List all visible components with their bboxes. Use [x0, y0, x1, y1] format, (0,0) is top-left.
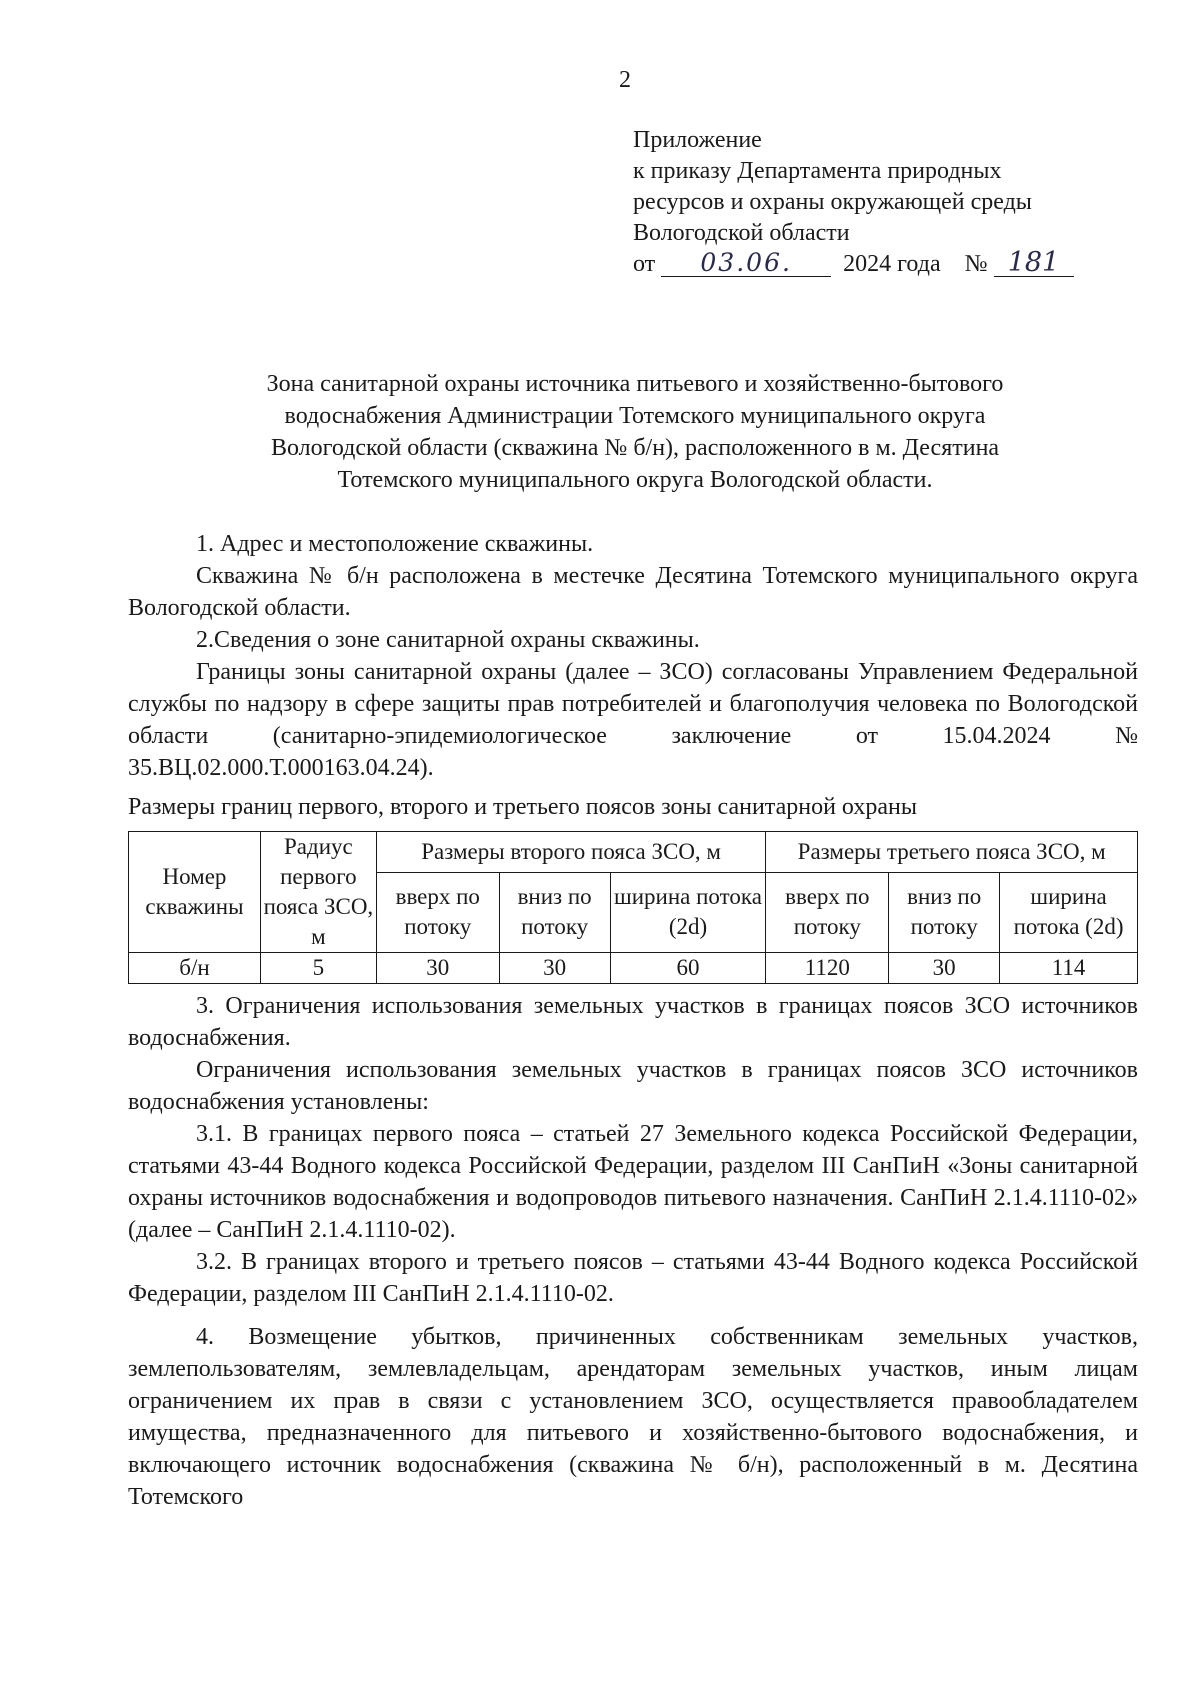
zone-dimensions-table [128, 831, 1138, 984]
cell-second-up: 30 [376, 953, 499, 984]
page-number: 2 [619, 67, 631, 93]
header-third-width: ширина потока (2d) [1000, 872, 1138, 952]
appendix-line: к приказу Департамента природных [633, 158, 1002, 184]
appendix-line: Приложение [633, 127, 762, 153]
section-2-text: Границы зоны санитарной охраны (далее – ЗСО) согласованы Управлением Федеральной службы по надзору в сфере защиты прав потребителей и благополучия человека по Вологодской области (санитарно-эпидемиологическое заключение от 15.04.2024 № 35.ВЦ.02.000.Т.000163.04.24). [128, 659, 1138, 781]
appendix-line: ресурсов и охраны окружающей среды [633, 189, 1032, 215]
handwritten-date: 03.06. [661, 250, 831, 277]
header-second-downstream: вниз по потоку [499, 872, 610, 952]
document-body [128, 528, 1138, 1513]
section-1-text: Скважина № б/н расположена в местечке Десятина Тотемского муниципального округа Вологодской области. [128, 563, 1138, 621]
header-third-belt: Размеры третьего пояса ЗСО, м [766, 832, 1138, 873]
appendix-date-line [633, 249, 1153, 280]
cell-radius: 5 [260, 953, 376, 984]
cell-well-number: б/н [129, 953, 261, 984]
appendix-line: Вологодской области [633, 220, 850, 246]
appendix-header [633, 125, 1153, 280]
section-2-heading: 2.Сведения о зоне санитарной охраны скважины. [196, 627, 700, 653]
header-third-upstream: вверх по потоку [766, 872, 889, 952]
title-line: водоснабжения Администрации Тотемского муниципального округа [284, 403, 986, 429]
header-well-number: Номер скважины [129, 832, 261, 953]
title-line: Тотемского муниципального округа Вологодской области. [337, 467, 933, 493]
from-label: от [633, 251, 656, 277]
table-caption: Размеры границ первого, второго и третьего поясов зоны санитарной охраны [128, 794, 917, 820]
header-second-upstream: вверх по потоку [376, 872, 499, 952]
title-line: Зона санитарной охраны источника питьевого и хозяйственно-бытового [266, 371, 1004, 397]
header-second-width: ширина потока (2d) [610, 872, 766, 952]
section-3-heading: 3. Ограничения использования земельных участков в границах поясов ЗСО источников водоснабжения. [128, 993, 1138, 1051]
section-3-2: 3.2. В границах второго и третьего поясов – статьями 43-44 Водного кодекса Российской Федерации, разделом III СанПиН 2.1.4.1110-02. [128, 1249, 1138, 1307]
cell-second-width: 60 [610, 953, 766, 984]
document-title [125, 368, 1145, 496]
cell-second-down: 30 [499, 953, 610, 984]
section-3-1: 3.1. В границах первого пояса – статьей 27 Земельного кодекса Российской Федерации, статьями 43-44 Водного кодекса Российской Федерации, разделом III СанПиН «Зоны санитарной охраны источников водоснабжения и водопроводов питьевого назначения. СанПиН 2.1.4.1110-02» (далее – СанПиН 2.1.4.1110-02). [128, 1121, 1138, 1243]
number-label: № [964, 251, 988, 277]
table-row [129, 953, 1138, 984]
cell-third-up: 1120 [766, 953, 889, 984]
header-first-belt-radius: Радиус первого пояса ЗСО, м [260, 832, 376, 953]
header-third-downstream: вниз по потоку [889, 872, 1000, 952]
year-text: 2024 года [843, 251, 941, 277]
section-4: 4. Возмещение убытков, причиненных собственникам земельных участков, землепользователям, землевладельцам, арендаторам земельных участков, иным лицам ограничением их прав в связи с установлением ЗСО, осуществляется правообладателем имущества, предназначенного для питьевого и хозяйственно-бытового водоснабжения, и включающего источник водоснабжения (скважина № б/н), расположенный в м. Десятина Тотемского [128, 1324, 1138, 1510]
handwritten-number: 181 [994, 250, 1074, 277]
cell-third-width: 114 [1000, 953, 1138, 984]
section-3-text: Ограничения использования земельных участков в границах поясов ЗСО источников водоснабжения установлены: [128, 1057, 1138, 1115]
header-second-belt: Размеры второго пояса ЗСО, м [376, 832, 766, 873]
section-1-heading: 1. Адрес и местоположение скважины. [196, 531, 594, 557]
cell-third-down: 30 [889, 953, 1000, 984]
title-line: Вологодской области (скважина № б/н), расположенного в м. Десятина [270, 435, 1000, 461]
